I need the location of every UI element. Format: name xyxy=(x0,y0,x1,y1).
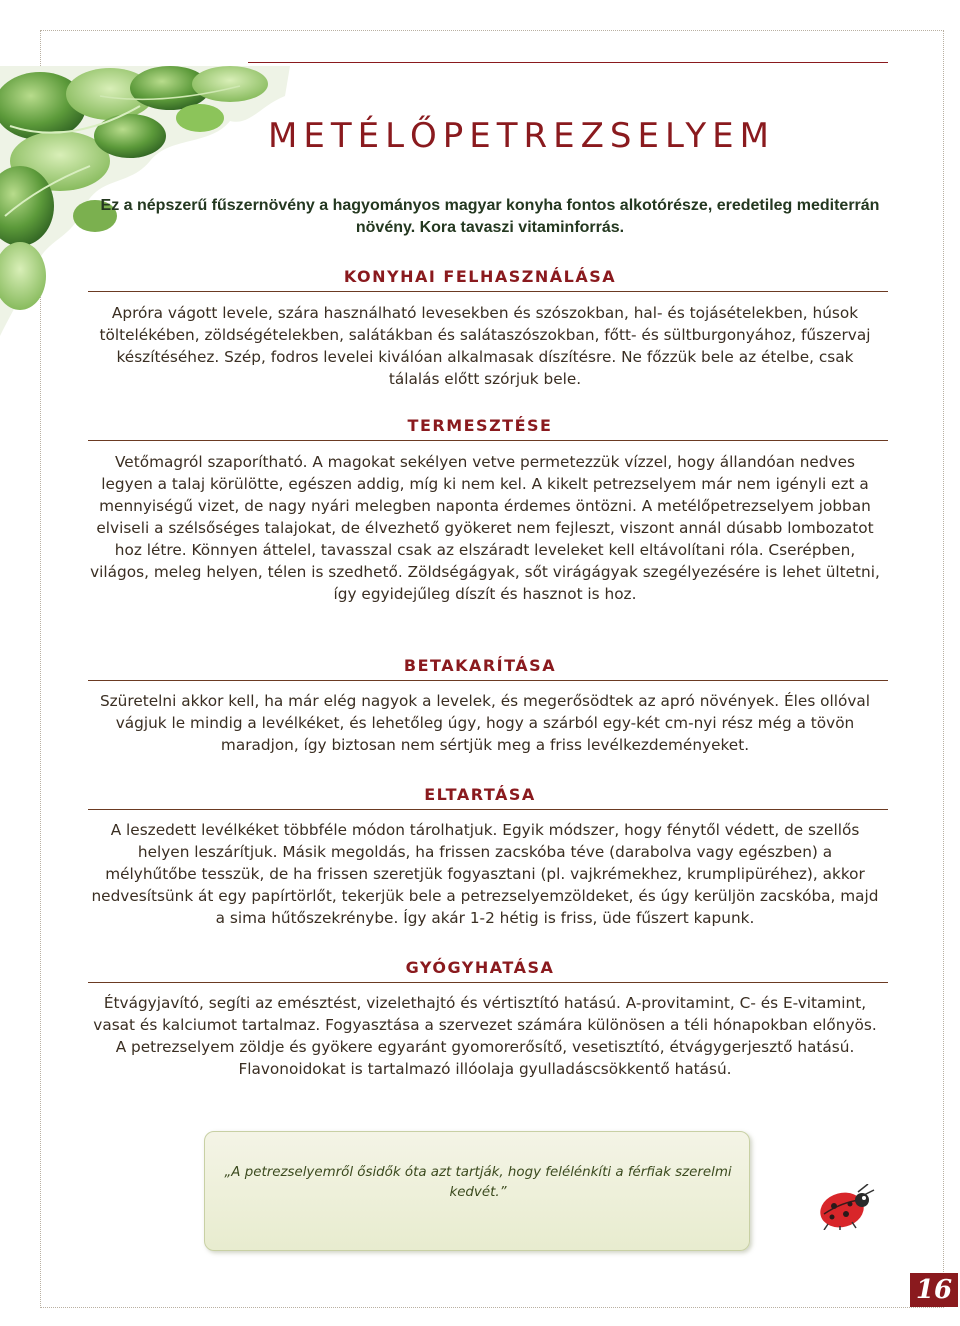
top-rule xyxy=(248,62,888,63)
section-text-termesztese: Vetőmagról szaporítható. A magokat sekélyen vetve permetezzük vízzel, hogy állandóan nedves legyen a talaj körülötte, egészen addig, míg ki nem kel. A kikelt petrezselyem már nem igényli ezt a mennyiségű vizet, de nagy nyári melegben naponta érdemes öntözni. A metélőpetrezselyem jobban elviseli a szélsőséges talajokat, de élvezhető gyökeret nem fejleszt, viszont annál dúsabb lombozatot hoz létre. Könnyen áttelel, tavasszal csak az elszáradt leveleket kell eltávolítani róla. Cserépben, világos, meleg helyen, télen is szedhető. Zöldségágyak, sőt virágágyak szegélyezésére is lehet ültetni, így egyidejűleg díszít és hasznot is hoz. xyxy=(90,453,880,603)
section-text-konyhai: Apróra vágott levele, szára használható levesekben és szószokban, hal- és tojásételekben, húsok töltelékében, zöldségételekben, salátákban és salátaszószokban, főtt- és sültburgonyához, fűszervaj készítéséhez. Szép, fodros levelei kiválóan alkalmasak díszítésre. Ne főzzük bele az ételbe, csak tálalás előtt szórjuk bele. xyxy=(99,304,871,388)
section-text-betakaritasa: Szüretelni akkor kell, ha már elég nagyok a levelek, és megerősödtek az apró növények. Éles ollóval vágjuk le mindig a levélkéket, és lehetőleg úgy, hogy a szárból egy-két cm-nyi rész még a tövön maradjon, így biztosan nem sértjük meg a friss levélkezdeményeket. xyxy=(99,692,871,754)
section-rule xyxy=(88,809,888,810)
page-number: 16 xyxy=(910,1273,958,1307)
section-text-eltartasa: A leszedett levélkéket többféle módon tárolhatjuk. Egyik módszer, hogy fénytől védett, de szellős helyen leszárítjuk. Másik megoldás, ha frissen zacskóba téve (darabolva vagy egészben) a mélyhűtőbe tesszük, de ha frissen szeretjük fogyasztani (pl. vajkrémekhez, krumplipüréhez), akkor nedvesítsünk át egy papírtörlőt, tekerjük bele a petrezselyemzöldeket, és úgy kerüljön zacskóba, majd a sima hűtőszekrénybe. Így akár 1-2 hétig is friss, üde fűszert kapunk. xyxy=(91,821,879,927)
section-text-gyogyhatasa: Étvágyjavító, segíti az emésztést, vizelethajtó és vértisztító hatású. A-provitamint, C- és E-vitamint, vasat és kalciumot tartalmaz. Fogyasztása a szervezet számára különösen a téli hónapokban előnyös. A petrezselyem zöldje és gyökere egyaránt gyomorerősítő, vesetisztító, étvágygerjesztő hatású. Flavonoidokat is tartalmazó illóolaja gyulladáscsökkentő hatású. xyxy=(93,994,877,1078)
section-rule xyxy=(88,440,888,441)
page-title: METÉLŐPETREZSELYEM xyxy=(268,116,776,156)
intro-text: Ez a népszerű fűszernövény a hagyományos magyar konyha fontos alkotórésze, eredetileg mediterrán növény. Kora tavaszi vitaminforrás. xyxy=(100,197,880,236)
quote-text: „A petrezselyemről ősidők óta azt tartják, hogy felélénkíti a férfiak szerelmi kedvét.” xyxy=(224,1165,732,1200)
section-rule xyxy=(88,982,888,983)
section-heading-gyogyhatasa: GYÓGYHATÁSA xyxy=(405,958,555,977)
section-heading-konyhai: KONYHAI FELHASZNÁLÁSA xyxy=(343,267,617,286)
ladybug-icon xyxy=(812,1184,878,1230)
section-heading-eltartasa: ELTARTÁSA xyxy=(424,785,536,804)
section-heading-betakaritasa: BETAKARÍTÁSA xyxy=(403,656,557,675)
section-rule xyxy=(88,291,888,292)
section-heading-termesztese: TERMESZTÉSE xyxy=(407,416,553,435)
section-rule xyxy=(88,680,888,681)
